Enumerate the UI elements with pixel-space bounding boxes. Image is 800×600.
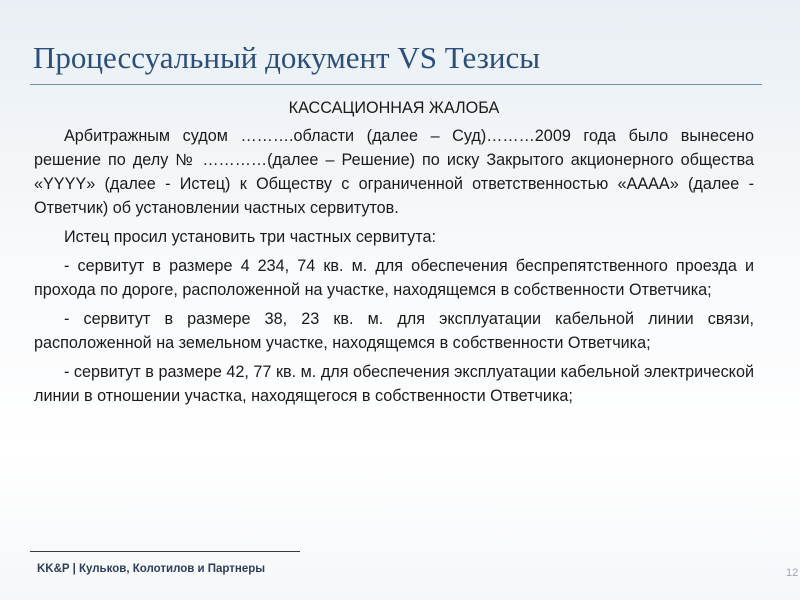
- document-paragraph: - сервитут в размере 38, 23 кв. м. для эксплуатации кабельной линии связи, расположенной на земельном участке, находящемся в собственности Ответчика;: [34, 310, 754, 352]
- document-paragraph: Истец просил установить три частных сервитута:: [64, 228, 436, 246]
- document-paragraph: - сервитут в размере 4 234, 74 кв. м. для обеспечения беспрепятственного проезда и прохода по дороге, расположенной на участке, находящемся в собственности Ответчика;: [34, 257, 754, 299]
- document-paragraph: - сервитут в размере 42, 77 кв. м. для обеспечения эксплуатации кабельной электрической линии в отношении участка, находящегося в собственности Ответчика;: [34, 363, 754, 405]
- slide-title: Процессуальный документ VS Тезисы: [33, 40, 541, 75]
- footer-company: KK&P | Кульков, Колотилов и Партнеры: [37, 563, 266, 575]
- title-divider: [30, 84, 762, 85]
- footer-divider: [30, 551, 300, 552]
- document-heading: КАССАЦИОННАЯ ЖАЛОБА: [288, 99, 500, 117]
- document-body: [34, 96, 754, 413]
- document-paragraph: Арбитражным судом ……….области (далее – Суд)………2009 года было вынесено решение по делу № …………(далее – Решение) по иску Закрытого акционерного общества «YYYY» (далее - Истец) к Обществу с ограниченной ответственностью «АААА» (далее - Ответчик) об установлении частных сервитутов.: [34, 127, 754, 217]
- page-number: 12: [786, 567, 799, 579]
